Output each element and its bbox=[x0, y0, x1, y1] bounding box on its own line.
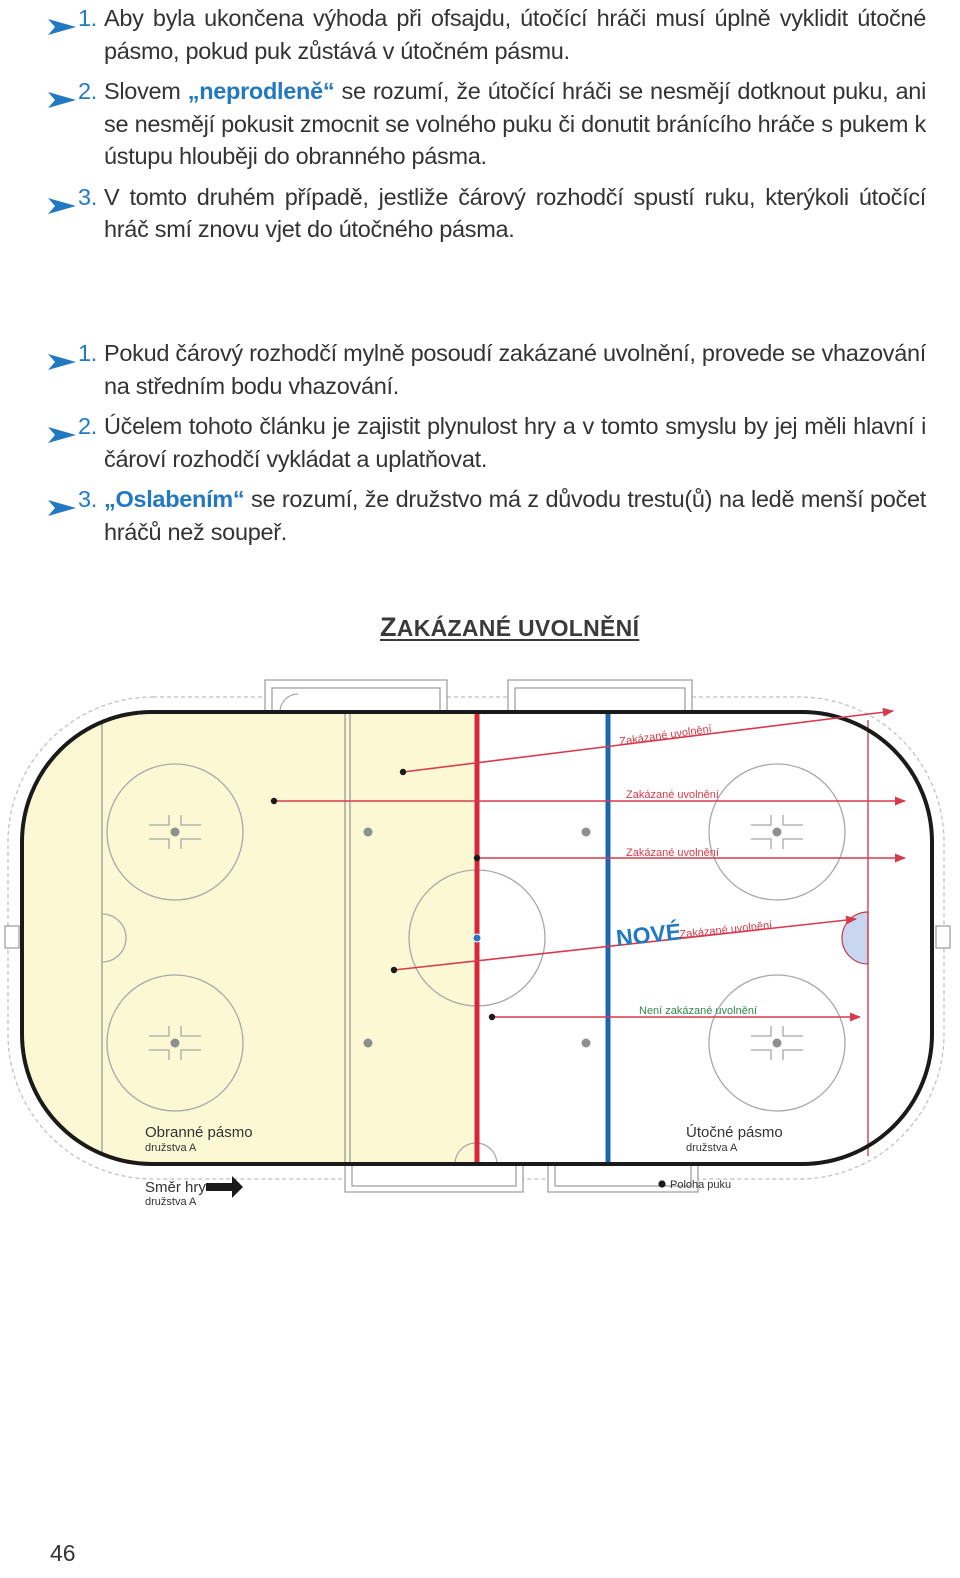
puck-legend-label: Poloha puku bbox=[670, 1179, 732, 1191]
rule-number: 1. bbox=[78, 340, 97, 366]
rule-number: 1. bbox=[78, 5, 97, 31]
rules-list-top bbox=[46, 2, 926, 254]
direction-sublabel: družstva A bbox=[145, 1196, 197, 1208]
arrow-bullet-icon bbox=[48, 11, 76, 27]
icing-label-1: Zakázané uvolnění bbox=[618, 723, 713, 748]
icing-label-4: Zakázané uvolnění bbox=[679, 919, 773, 941]
arrow-bullet-icon bbox=[48, 419, 76, 435]
rule-number: 3. bbox=[78, 486, 97, 512]
rule-number: 2. bbox=[78, 413, 97, 439]
page-number: 46 bbox=[50, 1540, 76, 1566]
icing-label-2: Zakázané uvolnění bbox=[626, 789, 719, 801]
arrow-bullet-icon bbox=[48, 492, 76, 508]
rule-text: Aby byla ukončena výhoda při ofsajdu, útočící hráči musí úplně vyklidit útočné pásmo, pokud puk zůstává v útočném pásmu. bbox=[104, 5, 926, 64]
rule-item bbox=[46, 483, 926, 548]
defending-zone-label: Obranné pásmo bbox=[145, 1124, 253, 1141]
arrow-bullet-icon bbox=[48, 190, 76, 206]
rule-text: Účelem tohoto článku je zajistit plynulost hry a v tomto smyslu by jej měli hlavní i čároví rozhodčí vykládat a uplatňovat. bbox=[104, 413, 926, 472]
rule-item bbox=[46, 75, 926, 173]
arrow-bullet-icon bbox=[48, 346, 76, 362]
gate-right bbox=[936, 926, 950, 948]
rule-number: 2. bbox=[78, 78, 97, 104]
rule-item bbox=[46, 181, 926, 246]
rule-term: „Oslabením“ bbox=[104, 486, 245, 512]
rule-text: Slovem bbox=[104, 78, 188, 104]
center-faceoff-dot bbox=[473, 934, 481, 942]
rule-item bbox=[46, 337, 926, 402]
rules-list-bottom bbox=[46, 337, 926, 556]
direction-label: Směr hry bbox=[145, 1179, 206, 1196]
attacking-zone-sublabel: družstva A bbox=[686, 1142, 738, 1154]
icing-rink-diagram bbox=[0, 670, 960, 1230]
icing-label-3: Zakázané uvolnění bbox=[626, 847, 719, 859]
diagram-title: ZAKÁZANÉ UVOLNĚNÍ bbox=[380, 612, 640, 642]
rule-term: „neprodleně“ bbox=[187, 78, 335, 104]
rule-text: se rozumí, že družstvo má z důvodu trestu(ů) na ledě menší počet hráčů než soupeř. bbox=[104, 486, 926, 545]
puck-legend-icon bbox=[658, 1180, 665, 1187]
rule-text: Pokud čárový rozhodčí mylně posoudí zakázané uvolnění, provede se vhazování na středním bodu vhazování. bbox=[104, 340, 926, 399]
rule-item bbox=[46, 2, 926, 67]
attacking-zone-label: Útočné pásmo bbox=[686, 1124, 783, 1141]
arrow-bullet-icon bbox=[48, 84, 76, 100]
defending-zone-sublabel: družstva A bbox=[145, 1142, 197, 1154]
gate-left bbox=[5, 926, 19, 948]
rule-number: 3. bbox=[78, 183, 97, 210]
rule-item bbox=[46, 410, 926, 475]
rule-text: V tomto druhém případě, jestliže čárový rozhodčí spustí ruku, kterýkoli útočící hráč smí znovu vjet do útočného pásma. bbox=[104, 183, 926, 242]
new-label: NOVÉ bbox=[614, 918, 683, 951]
rule-text: se rozumí, že útočící hráči se nesmějí dotknout puku, ani se nesmějí pokusit zmocnit se volného puku či donutit bránícího hráče s pukem k ústupu hlouběji do obranného pásma. bbox=[104, 78, 926, 169]
direction-arrow-icon bbox=[206, 1176, 243, 1198]
not-icing-label: Není zakázané uvolnění bbox=[639, 1005, 758, 1017]
